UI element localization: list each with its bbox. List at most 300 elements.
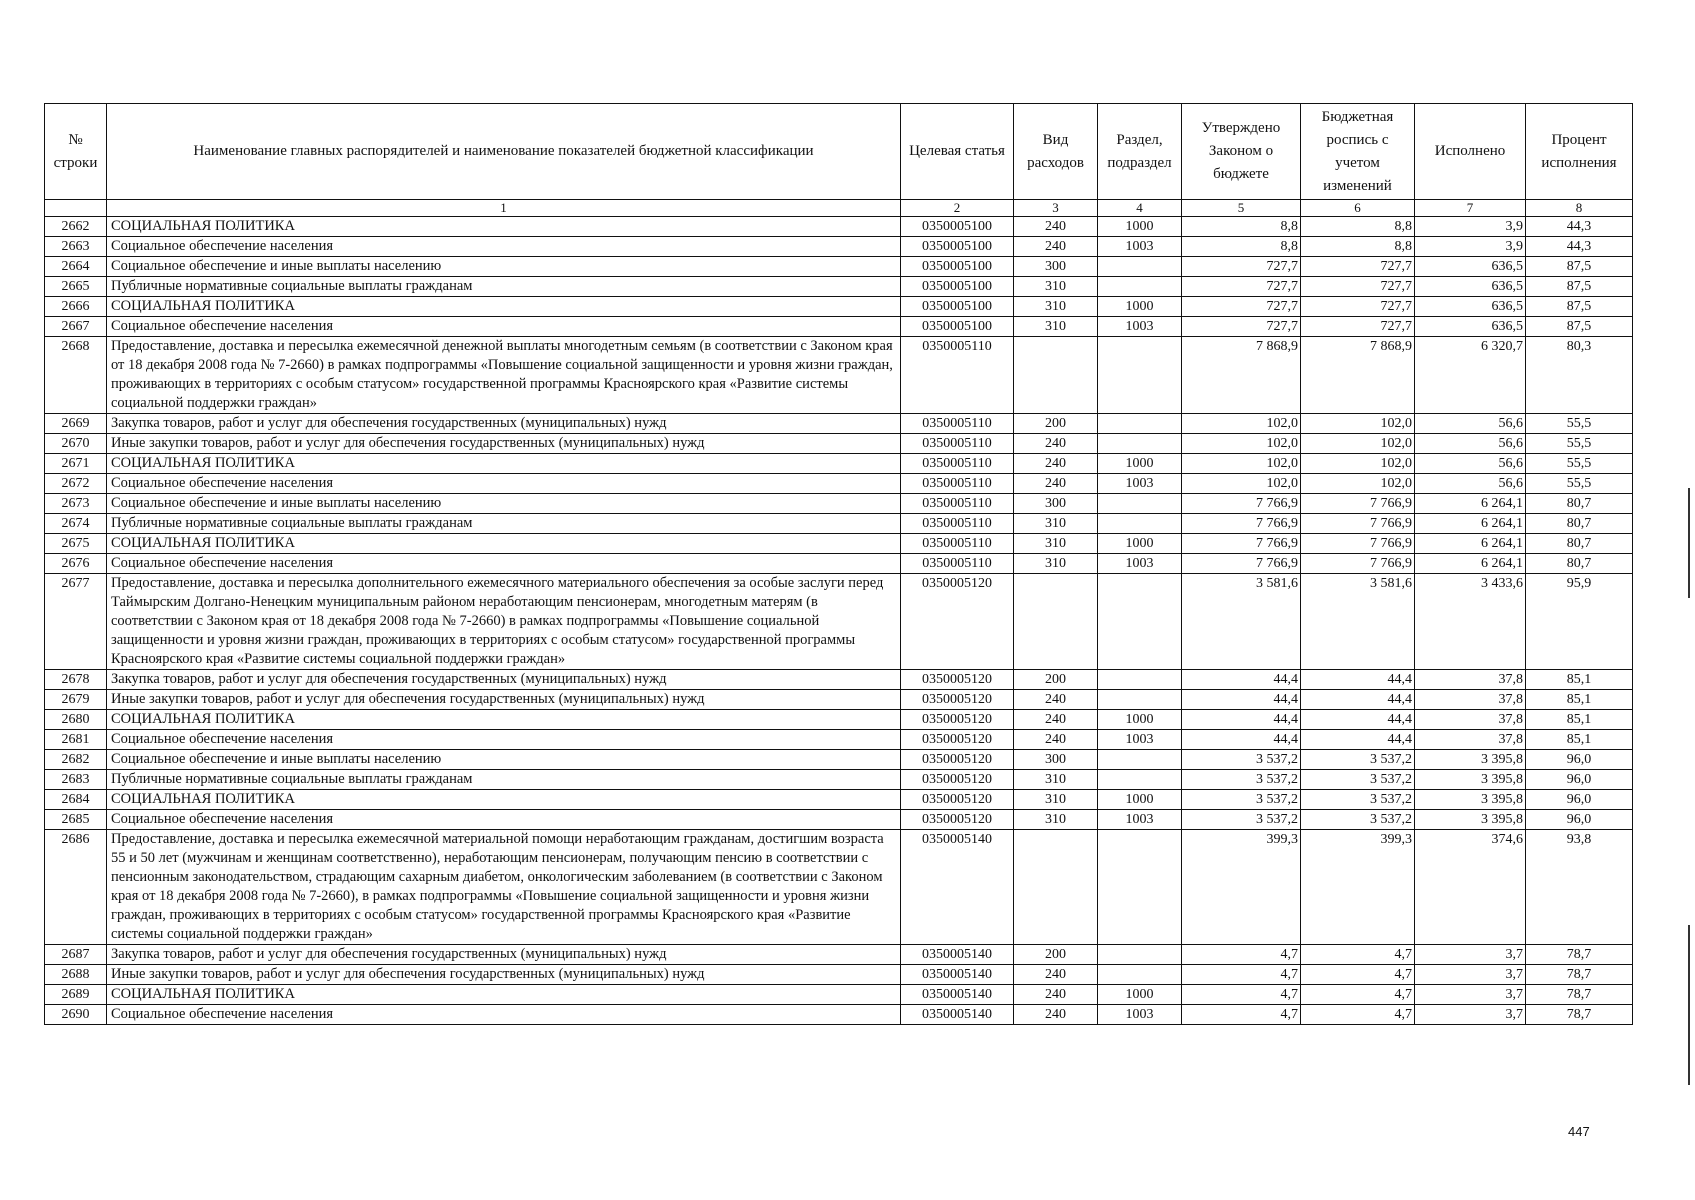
budget-amount-cell: 3 537,2 — [1301, 750, 1415, 770]
target-article-cell: 0350005120 — [901, 750, 1014, 770]
execution-percent-cell: 87,5 — [1526, 277, 1633, 297]
section-code-cell: 1000 — [1098, 710, 1182, 730]
target-article-cell: 0350005120 — [901, 730, 1014, 750]
expense-type-cell: 310 — [1014, 554, 1098, 574]
row-name-cell: Социальное обеспечение населения — [107, 810, 901, 830]
row-number-cell: 2671 — [45, 454, 107, 474]
table-row — [45, 434, 1633, 454]
target-article-cell: 0350005120 — [901, 574, 1014, 670]
section-code-cell — [1098, 414, 1182, 434]
row-number-cell: 2689 — [45, 985, 107, 1005]
budget-amount-cell: 8,8 — [1301, 237, 1415, 257]
section-code-cell — [1098, 574, 1182, 670]
approved-amount-cell: 4,7 — [1182, 945, 1301, 965]
executed-amount-cell: 56,6 — [1415, 454, 1526, 474]
executed-amount-cell: 636,5 — [1415, 317, 1526, 337]
table-row — [45, 474, 1633, 494]
execution-percent-cell: 78,7 — [1526, 945, 1633, 965]
target-article-cell: 0350005140 — [901, 1005, 1014, 1025]
row-name-cell: Социальное обеспечение и иные выплаты населению — [107, 494, 901, 514]
execution-percent-cell: 87,5 — [1526, 297, 1633, 317]
table-row — [45, 257, 1633, 277]
row-number-cell: 2667 — [45, 317, 107, 337]
target-article-cell: 0350005120 — [901, 670, 1014, 690]
target-article-cell: 0350005110 — [901, 534, 1014, 554]
row-number-cell: 2686 — [45, 830, 107, 945]
target-article-cell: 0350005110 — [901, 554, 1014, 574]
row-number-cell: 2663 — [45, 237, 107, 257]
approved-amount-cell: 44,4 — [1182, 730, 1301, 750]
execution-percent-cell: 44,3 — [1526, 217, 1633, 237]
section-code-cell — [1098, 750, 1182, 770]
target-article-cell: 0350005110 — [901, 474, 1014, 494]
table-row — [45, 830, 1633, 945]
col-header-budget-schedule: Бюджетная роспись с учетом изменений — [1301, 104, 1415, 200]
table-row — [45, 494, 1633, 514]
approved-amount-cell: 44,4 — [1182, 690, 1301, 710]
budget-amount-cell: 3 537,2 — [1301, 810, 1415, 830]
approved-amount-cell: 4,7 — [1182, 985, 1301, 1005]
target-article-cell: 0350005120 — [901, 710, 1014, 730]
executed-amount-cell: 37,8 — [1415, 690, 1526, 710]
col-header-approved: Утверждено Законом о бюджете — [1182, 104, 1301, 200]
budget-execution-table — [44, 103, 1633, 1025]
executed-amount-cell: 3,7 — [1415, 965, 1526, 985]
target-article-cell: 0350005100 — [901, 277, 1014, 297]
expense-type-cell: 310 — [1014, 297, 1098, 317]
table-row — [45, 534, 1633, 554]
row-name-cell: Социальное обеспечение населения — [107, 237, 901, 257]
budget-amount-cell: 102,0 — [1301, 454, 1415, 474]
row-name-cell: Иные закупки товаров, работ и услуг для обеспечения государственных (муниципальных) нужд — [107, 434, 901, 454]
expense-type-cell: 240 — [1014, 690, 1098, 710]
col-header-executed: Исполнено — [1415, 104, 1526, 200]
expense-type-cell: 310 — [1014, 534, 1098, 554]
col-header-row-number: № строки — [45, 104, 107, 200]
execution-percent-cell: 96,0 — [1526, 810, 1633, 830]
approved-amount-cell: 4,7 — [1182, 1005, 1301, 1025]
execution-percent-cell: 55,5 — [1526, 414, 1633, 434]
executed-amount-cell: 6 264,1 — [1415, 554, 1526, 574]
executed-amount-cell: 636,5 — [1415, 277, 1526, 297]
target-article-cell: 0350005140 — [901, 830, 1014, 945]
table-row — [45, 237, 1633, 257]
row-number-cell: 2683 — [45, 770, 107, 790]
executed-amount-cell: 56,6 — [1415, 474, 1526, 494]
section-code-cell: 1000 — [1098, 790, 1182, 810]
table-row — [45, 945, 1633, 965]
section-code-cell: 1003 — [1098, 810, 1182, 830]
table-row — [45, 454, 1633, 474]
approved-amount-cell: 727,7 — [1182, 317, 1301, 337]
row-name-cell: Социальное обеспечение и иные выплаты населению — [107, 750, 901, 770]
approved-amount-cell: 102,0 — [1182, 474, 1301, 494]
target-article-cell: 0350005100 — [901, 317, 1014, 337]
execution-percent-cell: 96,0 — [1526, 750, 1633, 770]
expense-type-cell — [1014, 574, 1098, 670]
expense-type-cell: 310 — [1014, 514, 1098, 534]
expense-type-cell: 200 — [1014, 414, 1098, 434]
row-name-cell: Социальное обеспечение населения — [107, 730, 901, 750]
target-article-cell: 0350005120 — [901, 790, 1014, 810]
executed-amount-cell: 37,8 — [1415, 710, 1526, 730]
approved-amount-cell: 102,0 — [1182, 454, 1301, 474]
table-header — [45, 104, 1633, 217]
section-code-cell — [1098, 670, 1182, 690]
row-number-cell: 2676 — [45, 554, 107, 574]
budget-amount-cell: 4,7 — [1301, 945, 1415, 965]
execution-percent-cell: 85,1 — [1526, 710, 1633, 730]
target-article-cell: 0350005110 — [901, 414, 1014, 434]
col-number-6: 6 — [1301, 200, 1415, 217]
approved-amount-cell: 7 766,9 — [1182, 534, 1301, 554]
execution-percent-cell: 85,1 — [1526, 670, 1633, 690]
column-number-row — [45, 200, 1633, 217]
execution-percent-cell: 80,7 — [1526, 534, 1633, 554]
row-name-cell: Социальное обеспечение населения — [107, 1005, 901, 1025]
budget-amount-cell: 44,4 — [1301, 710, 1415, 730]
row-number-cell: 2681 — [45, 730, 107, 750]
row-number-cell: 2688 — [45, 965, 107, 985]
budget-amount-cell: 7 766,9 — [1301, 534, 1415, 554]
expense-type-cell: 240 — [1014, 985, 1098, 1005]
expense-type-cell: 240 — [1014, 454, 1098, 474]
row-number-cell: 2678 — [45, 670, 107, 690]
row-number-cell: 2680 — [45, 710, 107, 730]
col-header-section: Раздел, подраздел — [1098, 104, 1182, 200]
row-number-cell: 2690 — [45, 1005, 107, 1025]
row-name-cell: Закупка товаров, работ и услуг для обеспечения государственных (муниципальных) нужд — [107, 945, 901, 965]
table-body — [45, 217, 1633, 1025]
row-name-cell: СОЦИАЛЬНАЯ ПОЛИТИКА — [107, 454, 901, 474]
section-code-cell: 1003 — [1098, 237, 1182, 257]
target-article-cell: 0350005100 — [901, 217, 1014, 237]
target-article-cell: 0350005110 — [901, 514, 1014, 534]
executed-amount-cell: 3,9 — [1415, 237, 1526, 257]
row-number-cell: 2684 — [45, 790, 107, 810]
table-row — [45, 217, 1633, 237]
row-name-cell: Публичные нормативные социальные выплаты гражданам — [107, 277, 901, 297]
execution-percent-cell: 87,5 — [1526, 257, 1633, 277]
expense-type-cell: 240 — [1014, 965, 1098, 985]
approved-amount-cell: 3 537,2 — [1182, 790, 1301, 810]
executed-amount-cell: 3 395,8 — [1415, 750, 1526, 770]
expense-type-cell: 240 — [1014, 237, 1098, 257]
executed-amount-cell: 636,5 — [1415, 257, 1526, 277]
col-header-expense-type: Вид расходов — [1014, 104, 1098, 200]
section-code-cell: 1000 — [1098, 985, 1182, 1005]
approved-amount-cell: 44,4 — [1182, 670, 1301, 690]
section-code-cell: 1000 — [1098, 217, 1182, 237]
row-number-cell: 2665 — [45, 277, 107, 297]
section-code-cell: 1003 — [1098, 554, 1182, 574]
approved-amount-cell: 727,7 — [1182, 257, 1301, 277]
table-row — [45, 554, 1633, 574]
target-article-cell: 0350005110 — [901, 434, 1014, 454]
executed-amount-cell: 3,7 — [1415, 1005, 1526, 1025]
section-code-cell — [1098, 770, 1182, 790]
executed-amount-cell: 3 395,8 — [1415, 770, 1526, 790]
expense-type-cell: 310 — [1014, 317, 1098, 337]
execution-percent-cell: 96,0 — [1526, 770, 1633, 790]
executed-amount-cell: 3,7 — [1415, 985, 1526, 1005]
target-article-cell: 0350005110 — [901, 494, 1014, 514]
scan-edge-mark — [1688, 925, 1690, 1085]
row-number-cell: 2673 — [45, 494, 107, 514]
row-number-cell: 2682 — [45, 750, 107, 770]
target-article-cell: 0350005120 — [901, 810, 1014, 830]
expense-type-cell: 300 — [1014, 494, 1098, 514]
budget-table-sheet — [44, 103, 1632, 1025]
execution-percent-cell: 80,7 — [1526, 554, 1633, 574]
expense-type-cell: 240 — [1014, 474, 1098, 494]
row-number-cell: 2687 — [45, 945, 107, 965]
section-code-cell: 1003 — [1098, 730, 1182, 750]
execution-percent-cell: 85,1 — [1526, 730, 1633, 750]
expense-type-cell: 200 — [1014, 945, 1098, 965]
executed-amount-cell: 56,6 — [1415, 434, 1526, 454]
section-code-cell — [1098, 337, 1182, 414]
col-number-8: 8 — [1526, 200, 1633, 217]
budget-amount-cell: 7 766,9 — [1301, 554, 1415, 574]
approved-amount-cell: 7 868,9 — [1182, 337, 1301, 414]
expense-type-cell: 240 — [1014, 434, 1098, 454]
row-name-cell: Закупка товаров, работ и услуг для обеспечения государственных (муниципальных) нужд — [107, 670, 901, 690]
execution-percent-cell: 44,3 — [1526, 237, 1633, 257]
approved-amount-cell: 7 766,9 — [1182, 514, 1301, 534]
section-code-cell — [1098, 830, 1182, 945]
target-article-cell: 0350005110 — [901, 337, 1014, 414]
section-code-cell: 1003 — [1098, 317, 1182, 337]
budget-amount-cell: 44,4 — [1301, 670, 1415, 690]
execution-percent-cell: 80,7 — [1526, 494, 1633, 514]
executed-amount-cell: 3,9 — [1415, 217, 1526, 237]
expense-type-cell: 300 — [1014, 750, 1098, 770]
expense-type-cell: 240 — [1014, 710, 1098, 730]
section-code-cell — [1098, 434, 1182, 454]
section-code-cell: 1000 — [1098, 534, 1182, 554]
target-article-cell: 0350005100 — [901, 297, 1014, 317]
approved-amount-cell: 102,0 — [1182, 434, 1301, 454]
target-article-cell: 0350005140 — [901, 945, 1014, 965]
row-number-cell: 2672 — [45, 474, 107, 494]
row-name-cell: Иные закупки товаров, работ и услуг для обеспечения государственных (муниципальных) нужд — [107, 965, 901, 985]
table-row — [45, 790, 1633, 810]
row-name-cell: СОЦИАЛЬНАЯ ПОЛИТИКА — [107, 297, 901, 317]
execution-percent-cell: 55,5 — [1526, 454, 1633, 474]
execution-percent-cell: 55,5 — [1526, 474, 1633, 494]
section-code-cell — [1098, 494, 1182, 514]
approved-amount-cell: 102,0 — [1182, 414, 1301, 434]
executed-amount-cell: 6 264,1 — [1415, 534, 1526, 554]
table-row — [45, 277, 1633, 297]
table-row — [45, 1005, 1633, 1025]
expense-type-cell — [1014, 830, 1098, 945]
row-number-cell: 2669 — [45, 414, 107, 434]
section-code-cell: 1003 — [1098, 474, 1182, 494]
col-number-2: 2 — [901, 200, 1014, 217]
budget-amount-cell: 4,7 — [1301, 965, 1415, 985]
budget-amount-cell: 3 537,2 — [1301, 770, 1415, 790]
section-code-cell — [1098, 690, 1182, 710]
row-number-cell: 2668 — [45, 337, 107, 414]
row-number-cell: 2674 — [45, 514, 107, 534]
budget-amount-cell: 102,0 — [1301, 434, 1415, 454]
expense-type-cell: 310 — [1014, 770, 1098, 790]
col-number-7: 7 — [1415, 200, 1526, 217]
table-row — [45, 810, 1633, 830]
section-code-cell — [1098, 277, 1182, 297]
executed-amount-cell: 3 395,8 — [1415, 810, 1526, 830]
approved-amount-cell: 727,7 — [1182, 277, 1301, 297]
expense-type-cell: 240 — [1014, 1005, 1098, 1025]
row-name-cell: СОЦИАЛЬНАЯ ПОЛИТИКА — [107, 985, 901, 1005]
table-row — [45, 514, 1633, 534]
executed-amount-cell: 636,5 — [1415, 297, 1526, 317]
row-number-cell: 2675 — [45, 534, 107, 554]
budget-amount-cell: 727,7 — [1301, 297, 1415, 317]
budget-amount-cell: 7 766,9 — [1301, 514, 1415, 534]
table-row — [45, 965, 1633, 985]
budget-amount-cell: 4,7 — [1301, 985, 1415, 1005]
executed-amount-cell: 6 264,1 — [1415, 514, 1526, 534]
target-article-cell: 0350005140 — [901, 985, 1014, 1005]
execution-percent-cell: 78,7 — [1526, 965, 1633, 985]
expense-type-cell: 310 — [1014, 277, 1098, 297]
row-name-cell: СОЦИАЛЬНАЯ ПОЛИТИКА — [107, 790, 901, 810]
table-row — [45, 297, 1633, 317]
col-number-4: 4 — [1098, 200, 1182, 217]
executed-amount-cell: 3 395,8 — [1415, 790, 1526, 810]
table-row — [45, 985, 1633, 1005]
budget-amount-cell: 3 537,2 — [1301, 790, 1415, 810]
table-row — [45, 730, 1633, 750]
target-article-cell: 0350005120 — [901, 690, 1014, 710]
row-name-cell: Социальное обеспечение населения — [107, 317, 901, 337]
section-code-cell — [1098, 965, 1182, 985]
row-name-cell: Предоставление, доставка и пересылка дополнительного ежемесячного материального обеспечения за особые заслуги перед Таймырским Долгано-Ненецким муниципальным районом неработающим пенсионерам, многодетным матерям (в соответствии с Законом края от 18 декабря 2008 года № 7-2660) в рамках подпрограммы «Повышение социальной защищенности и уровня жизни граждан, проживающих в территориях с особым статусом» государственной программы Красноярского края «Развитие системы социальной поддержки граждан» — [107, 574, 901, 670]
target-article-cell: 0350005100 — [901, 257, 1014, 277]
expense-type-cell: 310 — [1014, 810, 1098, 830]
expense-type-cell — [1014, 337, 1098, 414]
row-number-cell: 2662 — [45, 217, 107, 237]
col-number-3: 3 — [1014, 200, 1098, 217]
table-row — [45, 317, 1633, 337]
budget-amount-cell: 44,4 — [1301, 690, 1415, 710]
row-name-cell: СОЦИАЛЬНАЯ ПОЛИТИКА — [107, 710, 901, 730]
executed-amount-cell: 6 320,7 — [1415, 337, 1526, 414]
col-header-target-article: Целевая статья — [901, 104, 1014, 200]
executed-amount-cell: 3,7 — [1415, 945, 1526, 965]
row-name-cell: Предоставление, доставка и пересылка ежемесячной денежной выплаты многодетным семьям (в соответствии с Законом края от 18 декабря 2008 года № 7-2660) в рамках подпрограммы «Повышение социальной защищенности и уровня жизни граждан, проживающих в территориях с особым статусом» государственной программы Красноярского края «Развитие системы социальной поддержки граждан» — [107, 337, 901, 414]
budget-amount-cell: 7 766,9 — [1301, 494, 1415, 514]
approved-amount-cell: 727,7 — [1182, 297, 1301, 317]
approved-amount-cell: 8,8 — [1182, 217, 1301, 237]
execution-percent-cell: 78,7 — [1526, 1005, 1633, 1025]
executed-amount-cell: 56,6 — [1415, 414, 1526, 434]
target-article-cell: 0350005110 — [901, 454, 1014, 474]
row-name-cell: Иные закупки товаров, работ и услуг для обеспечения государственных (муниципальных) нужд — [107, 690, 901, 710]
approved-amount-cell: 3 537,2 — [1182, 770, 1301, 790]
execution-percent-cell: 87,5 — [1526, 317, 1633, 337]
header-row — [45, 104, 1633, 200]
target-article-cell: 0350005120 — [901, 770, 1014, 790]
scan-edge-mark — [1688, 488, 1690, 598]
row-number-cell: 2677 — [45, 574, 107, 670]
expense-type-cell: 310 — [1014, 790, 1098, 810]
row-name-cell: Социальное обеспечение и иные выплаты населению — [107, 257, 901, 277]
col-number-0 — [45, 200, 107, 217]
row-name-cell: Социальное обеспечение населения — [107, 474, 901, 494]
col-number-1: 1 — [107, 200, 901, 217]
approved-amount-cell: 399,3 — [1182, 830, 1301, 945]
execution-percent-cell: 95,9 — [1526, 574, 1633, 670]
row-number-cell: 2685 — [45, 810, 107, 830]
col-header-percent: Процент исполнения — [1526, 104, 1633, 200]
execution-percent-cell: 80,7 — [1526, 514, 1633, 534]
execution-percent-cell: 80,3 — [1526, 337, 1633, 414]
budget-amount-cell: 102,0 — [1301, 474, 1415, 494]
table-row — [45, 770, 1633, 790]
row-number-cell: 2664 — [45, 257, 107, 277]
expense-type-cell: 300 — [1014, 257, 1098, 277]
col-header-name: Наименование главных распорядителей и наименование показателей бюджетной классификации — [107, 104, 901, 200]
section-code-cell — [1098, 945, 1182, 965]
budget-amount-cell: 102,0 — [1301, 414, 1415, 434]
approved-amount-cell: 4,7 — [1182, 965, 1301, 985]
section-code-cell — [1098, 514, 1182, 534]
executed-amount-cell: 37,8 — [1415, 730, 1526, 750]
row-name-cell: Публичные нормативные социальные выплаты гражданам — [107, 770, 901, 790]
row-number-cell: 2670 — [45, 434, 107, 454]
approved-amount-cell: 7 766,9 — [1182, 494, 1301, 514]
table-row — [45, 690, 1633, 710]
section-code-cell — [1098, 257, 1182, 277]
row-number-cell: 2679 — [45, 690, 107, 710]
execution-percent-cell: 96,0 — [1526, 790, 1633, 810]
approved-amount-cell: 7 766,9 — [1182, 554, 1301, 574]
expense-type-cell: 240 — [1014, 217, 1098, 237]
section-code-cell: 1003 — [1098, 1005, 1182, 1025]
budget-amount-cell: 44,4 — [1301, 730, 1415, 750]
budget-amount-cell: 727,7 — [1301, 257, 1415, 277]
section-code-cell: 1000 — [1098, 454, 1182, 474]
approved-amount-cell: 3 581,6 — [1182, 574, 1301, 670]
row-name-cell: Предоставление, доставка и пересылка ежемесячной материальной помощи неработающим гражданам, достигшим возраста 55 и 50 лет (мужчинам и женщинам соответственно), неработающим пенсионерам, получающим пенсию в соответствии с пенсионным законодательством, страдающим сахарным диабетом, онкологическим заболеванием (в соответствии с Законом края от 18 декабря 2008 года № 7-2660), в рамках подпрограммы «Повышение социальной защищенности и уровня жизни граждан, проживающих в территориях с особым статусом» государственной программы Красноярского края «Развитие системы социальной поддержки граждан» — [107, 830, 901, 945]
row-name-cell: СОЦИАЛЬНАЯ ПОЛИТИКА — [107, 534, 901, 554]
budget-amount-cell: 727,7 — [1301, 317, 1415, 337]
table-row — [45, 670, 1633, 690]
table-row — [45, 750, 1633, 770]
expense-type-cell: 200 — [1014, 670, 1098, 690]
budget-amount-cell: 7 868,9 — [1301, 337, 1415, 414]
execution-percent-cell: 85,1 — [1526, 690, 1633, 710]
execution-percent-cell: 78,7 — [1526, 985, 1633, 1005]
approved-amount-cell: 3 537,2 — [1182, 750, 1301, 770]
approved-amount-cell: 8,8 — [1182, 237, 1301, 257]
budget-amount-cell: 399,3 — [1301, 830, 1415, 945]
executed-amount-cell: 6 264,1 — [1415, 494, 1526, 514]
execution-percent-cell: 55,5 — [1526, 434, 1633, 454]
budget-amount-cell: 4,7 — [1301, 1005, 1415, 1025]
row-name-cell: СОЦИАЛЬНАЯ ПОЛИТИКА — [107, 217, 901, 237]
expense-type-cell: 240 — [1014, 730, 1098, 750]
executed-amount-cell: 37,8 — [1415, 670, 1526, 690]
budget-amount-cell: 727,7 — [1301, 277, 1415, 297]
section-code-cell: 1000 — [1098, 297, 1182, 317]
executed-amount-cell: 374,6 — [1415, 830, 1526, 945]
table-row — [45, 337, 1633, 414]
